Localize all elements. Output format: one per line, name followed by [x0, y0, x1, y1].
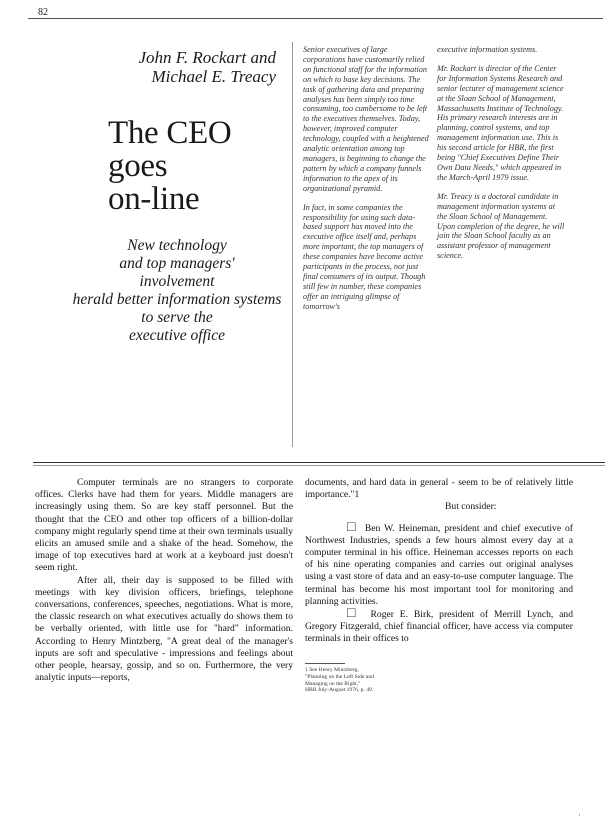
bullet-text: Ben W. Heineman, president and chief executive of Northwest Industries, spends a few hours almost every day at a computer terminal in his office. Heineman accesses reports on each of his nine operating companies and carries out original analyses using a vast store of data and an easy-to-use computer language. The terminal has become his most important tool for monitoring and planning activities. — [305, 522, 574, 607]
abstract-column — [303, 45, 431, 321]
checkbox-bullet-icon: □ — [347, 606, 359, 622]
bullet-text: Roger E. Birk, president of Merrill Lynch, and Gregory Fitzgerald, chief financial officer, have access via computer terminals in their offices to — [305, 609, 573, 645]
column-divider — [292, 42, 293, 447]
body-column-left — [35, 477, 293, 684]
subtitle-line: to serve the — [141, 309, 213, 326]
footnote-rule — [305, 663, 345, 664]
author-bio-column — [437, 45, 565, 270]
body-paragraph — [305, 519, 574, 608]
subtitle-line: and top managers' — [119, 255, 235, 272]
title-line: goes — [108, 148, 168, 184]
page-number: 82 — [38, 7, 48, 18]
subtitle-line: herald better information systems — [72, 291, 282, 308]
footnote — [305, 667, 435, 694]
body-paragraph: After all, their day is supposed to be filled with meetings with key division officers, briefings, telephone conversations, conferences, speeches, negotiations. What is more, the classic research on what executives actually do shows them to be verbally oriented, with little use for "hard" information. According to Henry Mintzberg, "A great deal of the manager's inputs are soft and speculative - impressions and feelings about other people, hearsay, gossip, and so on. Furthermore, the very analytic inputs—reports, — [35, 574, 293, 684]
body-paragraph: documents, and hard data in general - seem to be of relatively little importance."1 — [305, 477, 573, 501]
section-rule — [33, 465, 605, 466]
body-column-right — [305, 477, 573, 646]
author-bio: Mr. Rockart is director of the Center for Information Systems Research and senior lecturer of management science at the Sloan School of Management, Massachusetts Institute of Technology. His primary research interests are in planning, control systems, and top management information use. This is his second article for HBR, the first being "Chief Executives Define Their Own Data Needs," which appeared in the March-April 1979 issue. — [437, 63, 564, 182]
footnote-line: 1 See Henry Mintzberg, — [305, 667, 359, 673]
subtitle-line: involvement — [139, 273, 215, 290]
checkbox-bullet-icon: □ — [347, 519, 357, 535]
body-paragraph: Computer terminals are no strangers to corporate offices. Clerks have had them for years. Middle managers are increasingly using them. So are key staff personnel. But the thought that the CEO and other top officers of a billion-dollar company might regularly spend time at their own terminals usually elicits an amused smile and a shake of the head. Somehow, the image of top executives hard at work at a keyboard just doesn't seem right. — [35, 477, 293, 574]
title-line: The CEO — [108, 115, 232, 151]
abstract-paragraph: In fact, in some companies the responsibility for using such data-based support has moved into the executive office itself and, perhaps more important, the top managers of these companies have become active participants in the process, not just final consumers of its output. Though still few in number, these companies offer an intriguing glimpse of tomorrow's — [303, 202, 426, 311]
author-line: Michael E. Treacy — [151, 67, 276, 86]
subtitle-line: executive office — [129, 327, 225, 344]
footnote-line: Managing on the Right," — [305, 680, 361, 687]
section-rule — [33, 462, 605, 463]
abstract-paragraph: executive information systems. — [437, 45, 538, 54]
subtitle-line: New technology — [127, 237, 227, 254]
author-line: John F. Rockart and — [138, 48, 276, 67]
abstract-paragraph: Senior executives of large corporations have customarily relied on functional staff for the information on which to base key decisions. The task of gathering data and preparing analyses has been simply too time consuming, too cumbersome to be left to the executives themselves. Today, however, improved computer technology, coupled with a heightened analytic orientation among top managers, is beginning to change the pattern by which a company funnels information to the apex of its organizational pyramid. — [303, 45, 429, 193]
article-title — [108, 117, 231, 216]
article-subtitle — [36, 237, 318, 345]
header-rule — [28, 18, 603, 19]
body-paragraph — [305, 608, 573, 646]
article-authors — [36, 48, 276, 86]
scan-mark: · — [578, 810, 581, 820]
author-bio: Mr. Treacy is a doctoral candidate in management information systems at the Sloan School of Management. Upon completion of the degree, he will join the Sloan School faculty as an assistant professor of management science. — [437, 191, 565, 261]
footnote-line: HBR July-August 1976, p. 49. — [305, 687, 374, 694]
footnote-line: "Planning on the Left Side and — [305, 673, 374, 680]
body-paragraph: But consider: — [445, 501, 497, 513]
title-line: on-line — [108, 181, 200, 217]
